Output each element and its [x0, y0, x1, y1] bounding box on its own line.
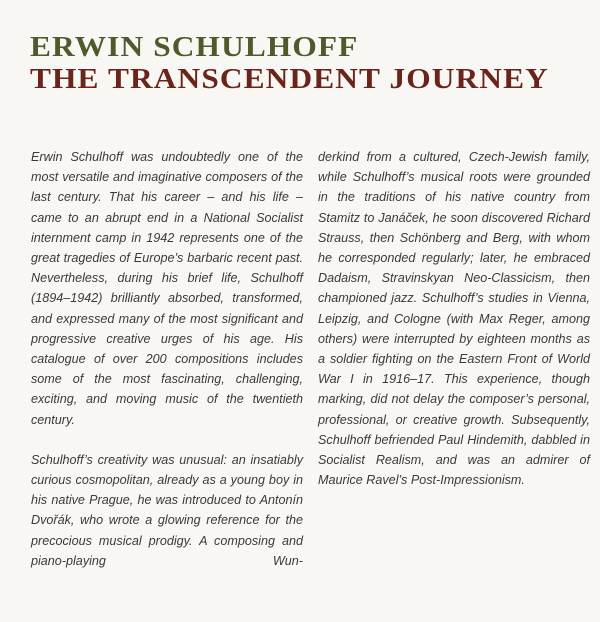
- paragraph-introduction: Erwin Schulhoff was undoubtedly one of the most versatile and imaginative composers of the last century. That his career – and his life – came to an abrupt end in a National Socialist internment camp in 1942 represents one of the great tragedies of Europe’s barbaric recent past. Nevertheless, during his brief life, Schulhoff (1894–1942) brilliantly absorbed, transformed, and expressed many of the most significant and progressive creative urges of his age. His catalogue of over 200 compositions includes some of the most fascinating, challenging, exciting, and moving music of the twentieth century.: [31, 150, 303, 427]
- title-composer-name: ERWIN SCHULHOFF: [30, 32, 359, 63]
- paragraph-creativity: Schulhoff’s creativity was unusual: an insatiably curious cosmopolitan, already as a young boy in his native Prague, he was introduced to Antonín Dvořák, who wrote a glowing reference for the precocious musical prodigy. A composing and piano-playing Wun-: [31, 452, 303, 568]
- text-column-right: [318, 147, 590, 490]
- title-subtitle: THE TRANSCENDENT JOURNEY: [30, 64, 549, 95]
- page-title: [30, 32, 549, 95]
- paragraph-continuation: derkind from a cultured, Czech-Jewish family, while Schulhoff’s musical roots were grounded in the traditions of his native country from Stamitz to Janáček, he soon discovered Richard Strauss, then Schönberg and Berg, with whom he corresponded regularly; later, he embraced Dadaism, Stravinskyan Neo-Classicism, then championed jazz. Schulhoff’s studies in Vienna, Leipzig, and Cologne (with Max Reger, among others) were interrupted by eighteen months as a soldier fighting on the Eastern Front of World War I in 1916–17. This experience, though marking, did not delay the composer’s personal, professional, or creative growth. Subsequently, Schulhoff befriended Paul Hindemith, dabbled in Socialist Realism, and was an admirer of Maurice Ravel’s Post-Impressionism.: [318, 150, 590, 488]
- text-column-left: [31, 147, 303, 571]
